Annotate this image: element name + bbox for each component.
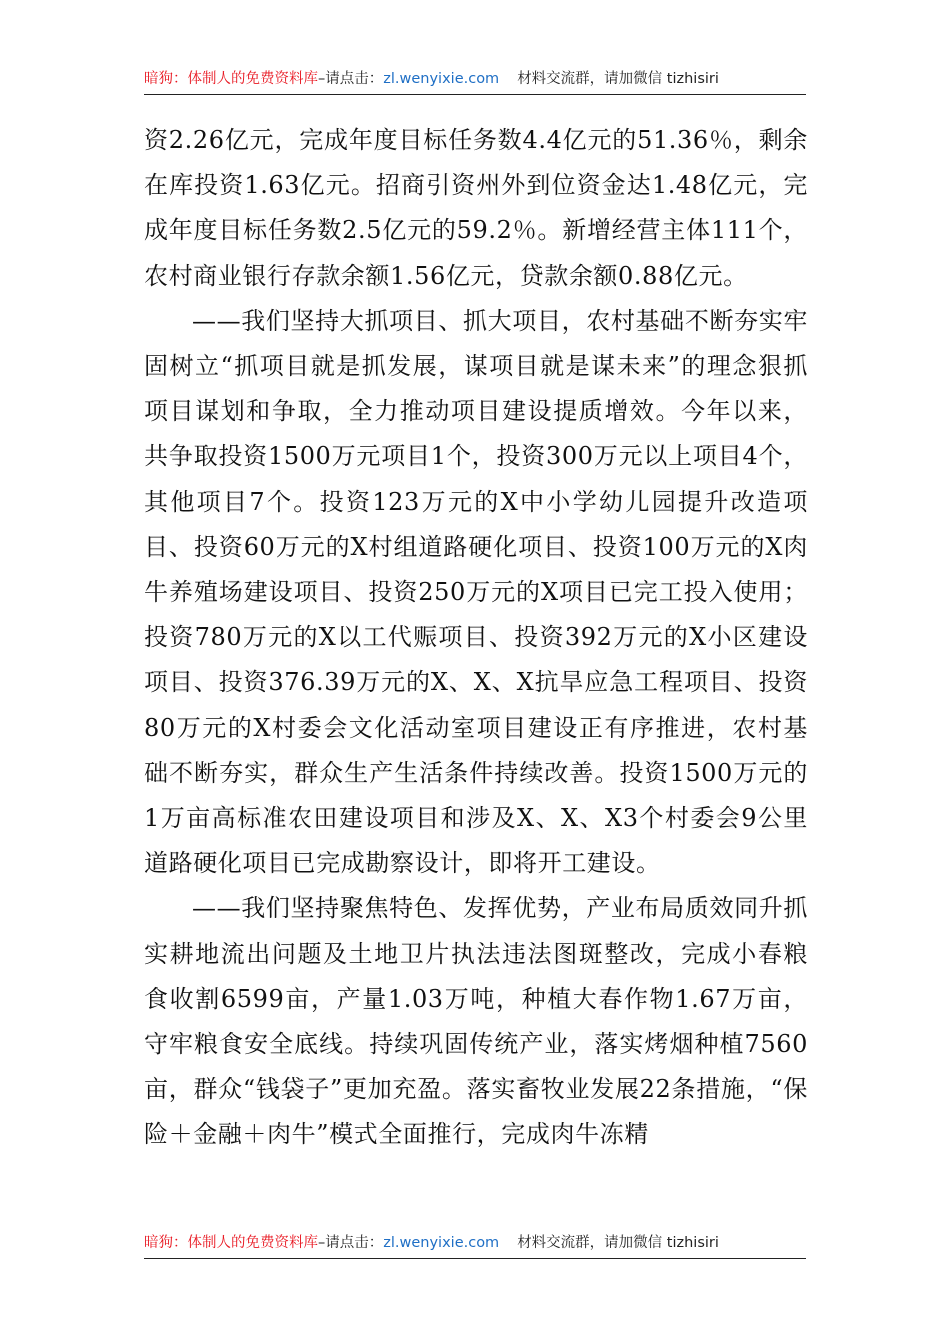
header-url-link[interactable]: zl.wenyixie.com: [383, 70, 500, 87]
document-body: [144, 118, 808, 1158]
header-wechat-text: 材料交流群，请加微信 tizhisiri: [517, 70, 719, 87]
page-header-banner: [144, 64, 806, 95]
paragraph-3: ——我们坚持聚焦特色、发挥优势，产业布局质效同升抓实耕地流出问题及土地卫片执法违法图斑整改，完成小春粮食收割6599亩，产量1.03万吨，种植大春作物1.67万亩，守牢粮食安全底线。持续巩固传统产业，落实烤烟种植7560亩，群众“钱袋子”更加充盈。落实畜牧业发展22条措施，“保险＋金融＋肉牛”模式全面推行，完成肉牛冻精: [144, 894, 808, 1149]
footer-brand-text: 暗狗：体制人的免费资料库: [144, 1234, 318, 1251]
page-footer-banner: [144, 1228, 806, 1259]
header-click-prefix: –请点击：: [318, 70, 384, 87]
footer-url-link[interactable]: zl.wenyixie.com: [383, 1234, 500, 1251]
paragraph-2: ——我们坚持大抓项目、抓大项目，农村基础不断夯实牢固树立“抓项目就是抓发展，谋项目就是谋未来”的理念狠抓项目谋划和争取，全力推动项目建设提质增效。今年以来，共争取投资1500万元项目1个，投资300万元以上项目4个，其他项目7个。投资123万元的X中小学幼儿园提升改造项目、投资60万元的X村组道路硬化项目、投资100万元的X肉牛养殖场建设项目、投资250万元的X项目已完工投入使用；投资780万元的X以工代赈项目、投资392万元的X小区建设项目、投资376.39万元的X、X、X抗旱应急工程项目、投资80万元的X村委会文化活动室项目建设正有序推进，农村基础不断夯实，群众生产生活条件持续改善。投资1500万元的1万亩高标准农田建设项目和涉及X、X、X3个村委会9公里道路硬化项目已完成勘察设计，即将开工建设。: [144, 306, 808, 878]
paragraph-1: 资2.26亿元，完成年度目标任务数4.4亿元的51.36％，剩余在库投资1.63亿元。招商引资州外到位资金达1.48亿元，完成年度目标任务数2.5亿元的59.2％。新增经营主体111个，农村商业银行存款余额1.56亿元，贷款余额0.88亿元。: [144, 126, 808, 290]
header-brand-text: 暗狗：体制人的免费资料库: [144, 70, 318, 87]
footer-wechat-text: 材料交流群，请加微信 tizhisiri: [517, 1234, 719, 1251]
footer-click-prefix: –请点击：: [318, 1234, 384, 1251]
